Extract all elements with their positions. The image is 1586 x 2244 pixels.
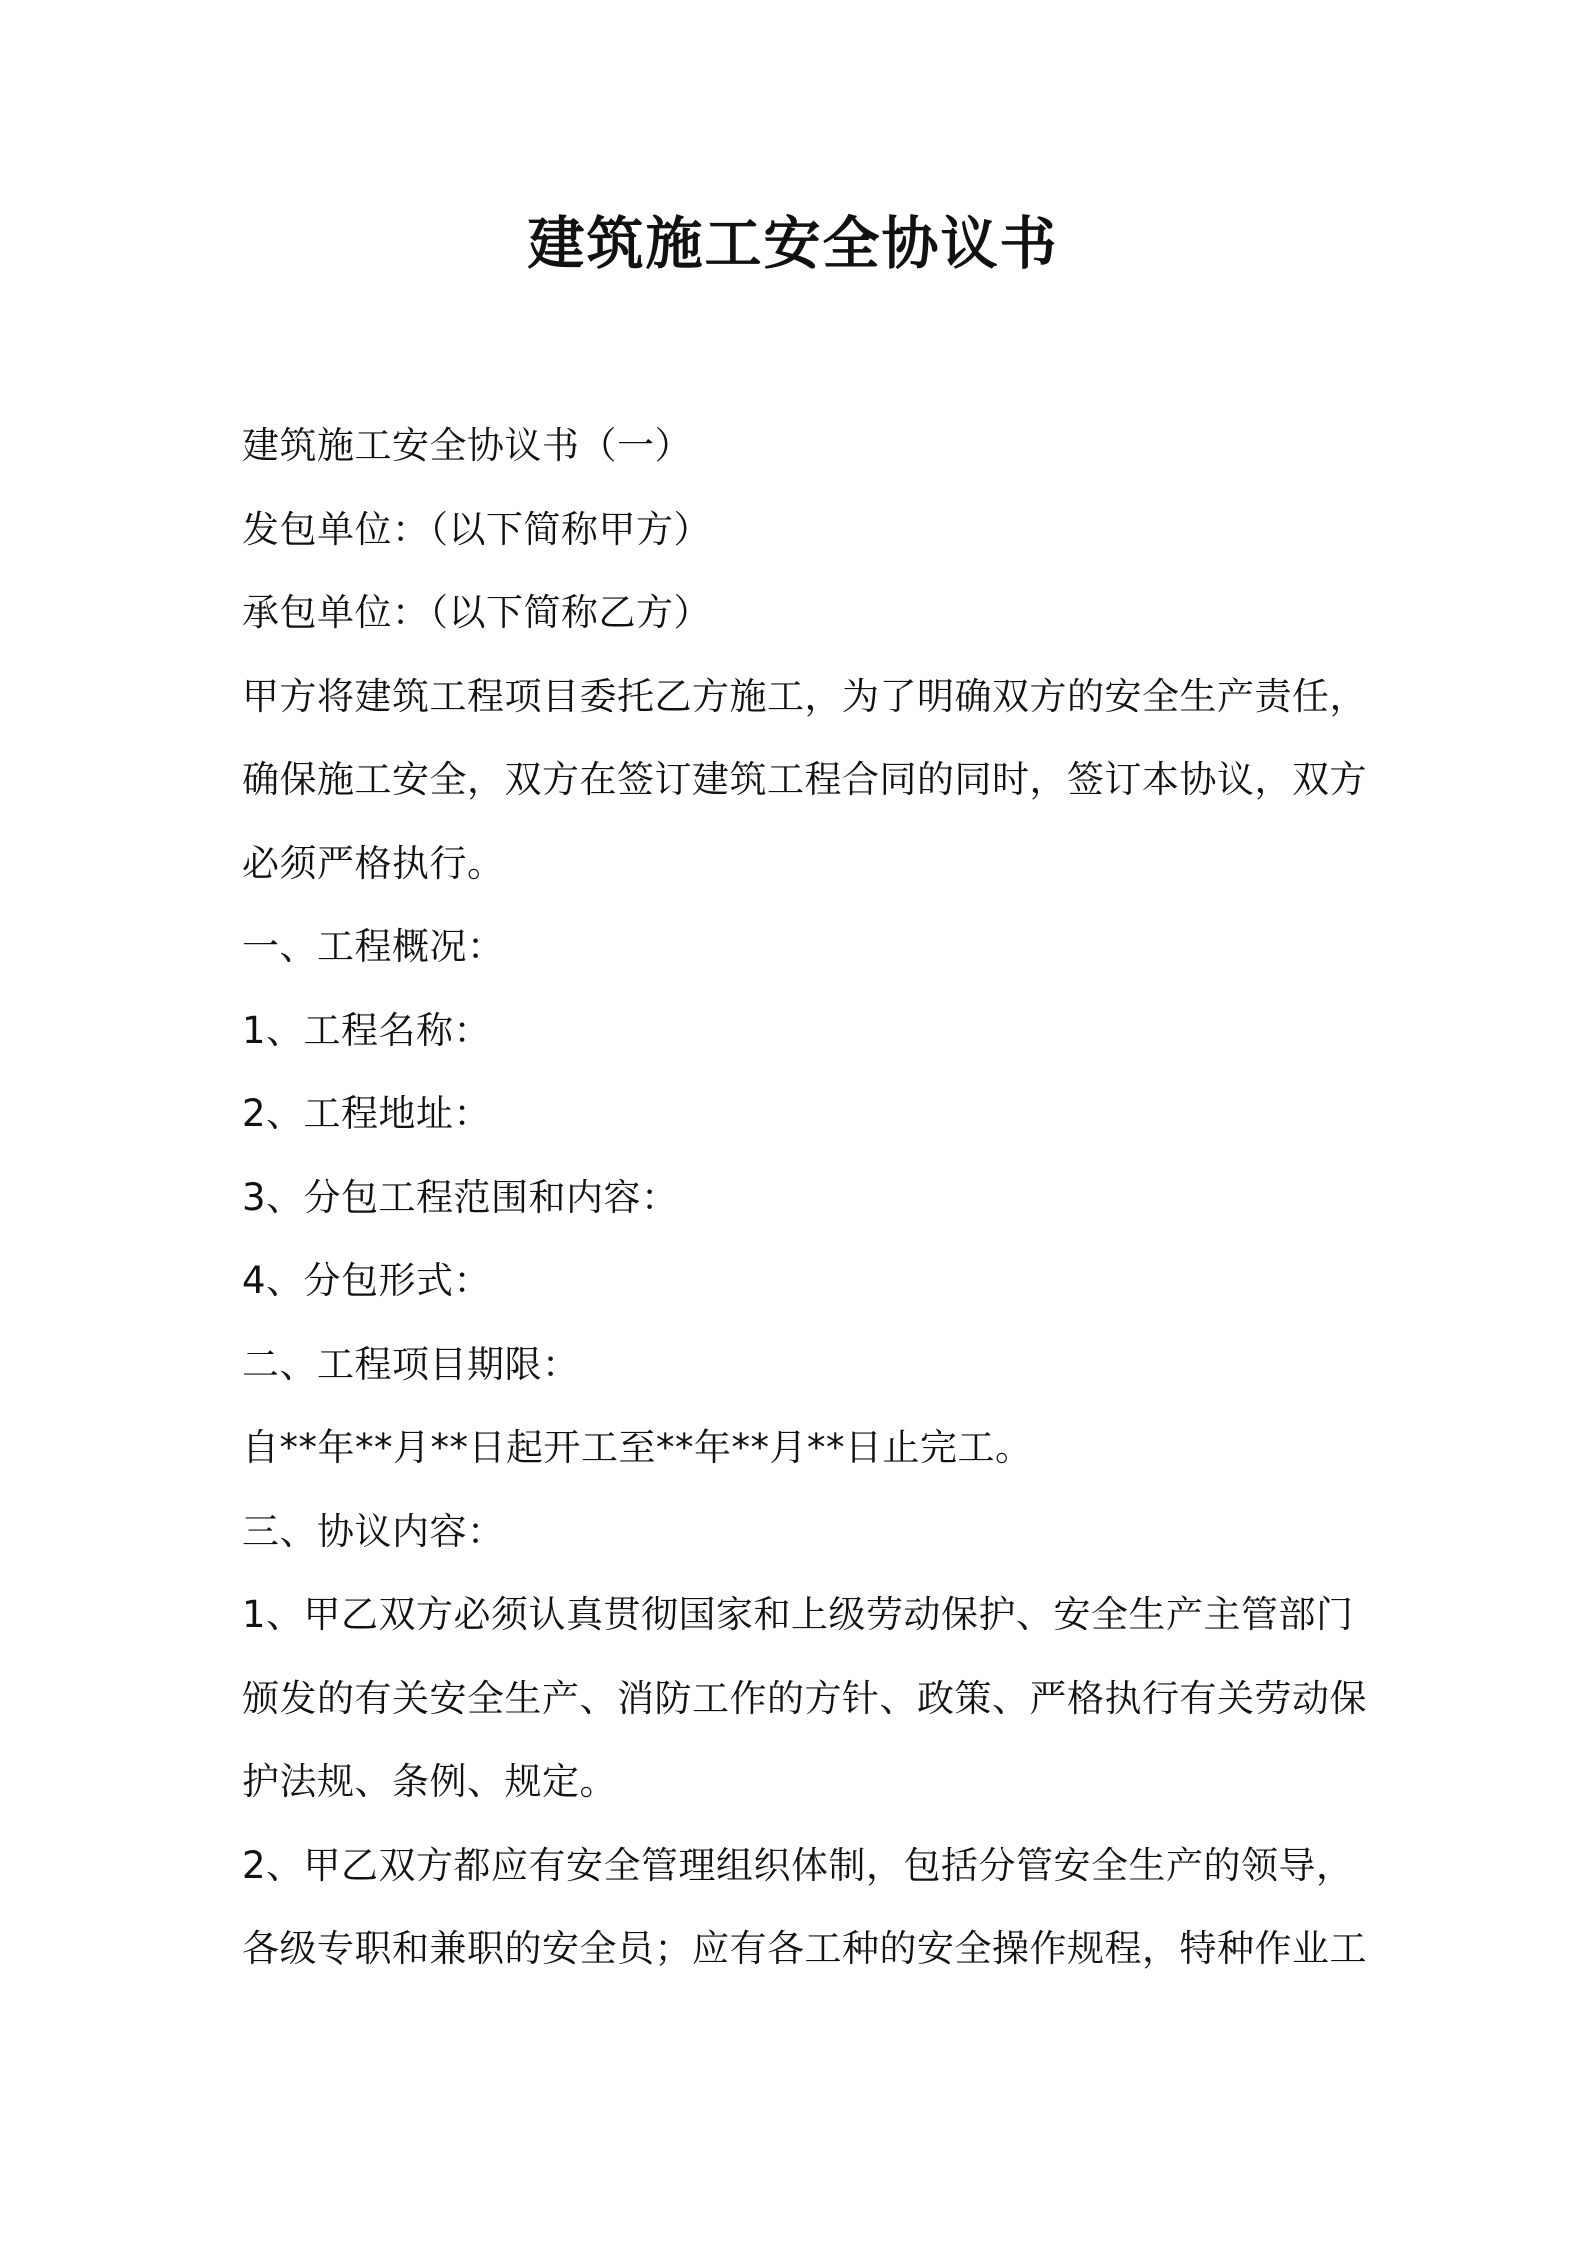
section-heading: 三、协议内容：	[242, 1509, 505, 1553]
section-heading: 一、工程概况：	[242, 925, 505, 968]
paragraph-line: 各级专职和兼职的安全员；应有各工种的安全操作规程，特种作业工	[242, 1927, 1367, 1970]
list-item: 4、分包形式：	[242, 1259, 492, 1302]
paragraph-line: 护法规、条例、规定。	[242, 1760, 617, 1803]
document-title: 建筑施工安全协议书	[527, 211, 1059, 277]
section-heading: 建筑施工安全协议书（一）	[242, 424, 692, 467]
party-a-line: 发包单位：（以下简称甲方）	[242, 507, 711, 551]
list-item: 3、分包工程范围和内容：	[242, 1175, 679, 1219]
list-item: 1、工程名称：	[242, 1008, 492, 1052]
party-b-line: 承包单位：（以下简称乙方）	[242, 591, 711, 634]
paragraph-line: 颁发的有关安全生产、消防工作的方针、政策、严格执行有关劳动保	[242, 1676, 1367, 1720]
paragraph-line: 自**年**月**日起开工至**年**月**日止完工。	[242, 1426, 1033, 1469]
paragraph-line: 1、甲乙双方必须认真贯彻国家和上级劳动保护、安全生产主管部门	[242, 1593, 1354, 1636]
paragraph-line: 甲方将建筑工程项目委托乙方施工，为了明确双方的安全生产责任，	[242, 674, 1367, 718]
paragraph-line: 2、甲乙双方都应有安全管理组织体制，包括分管安全生产的领导，	[242, 1843, 1354, 1887]
section-heading: 二、工程项目期限：	[242, 1342, 580, 1386]
paragraph-line: 必须严格执行。	[242, 841, 505, 885]
document-body	[242, 404, 1367, 1991]
paragraph-line: 确保施工安全，双方在签订建筑工程合同的同时，签订本协议，双方	[242, 758, 1367, 801]
list-item: 2、工程地址：	[242, 1092, 492, 1135]
